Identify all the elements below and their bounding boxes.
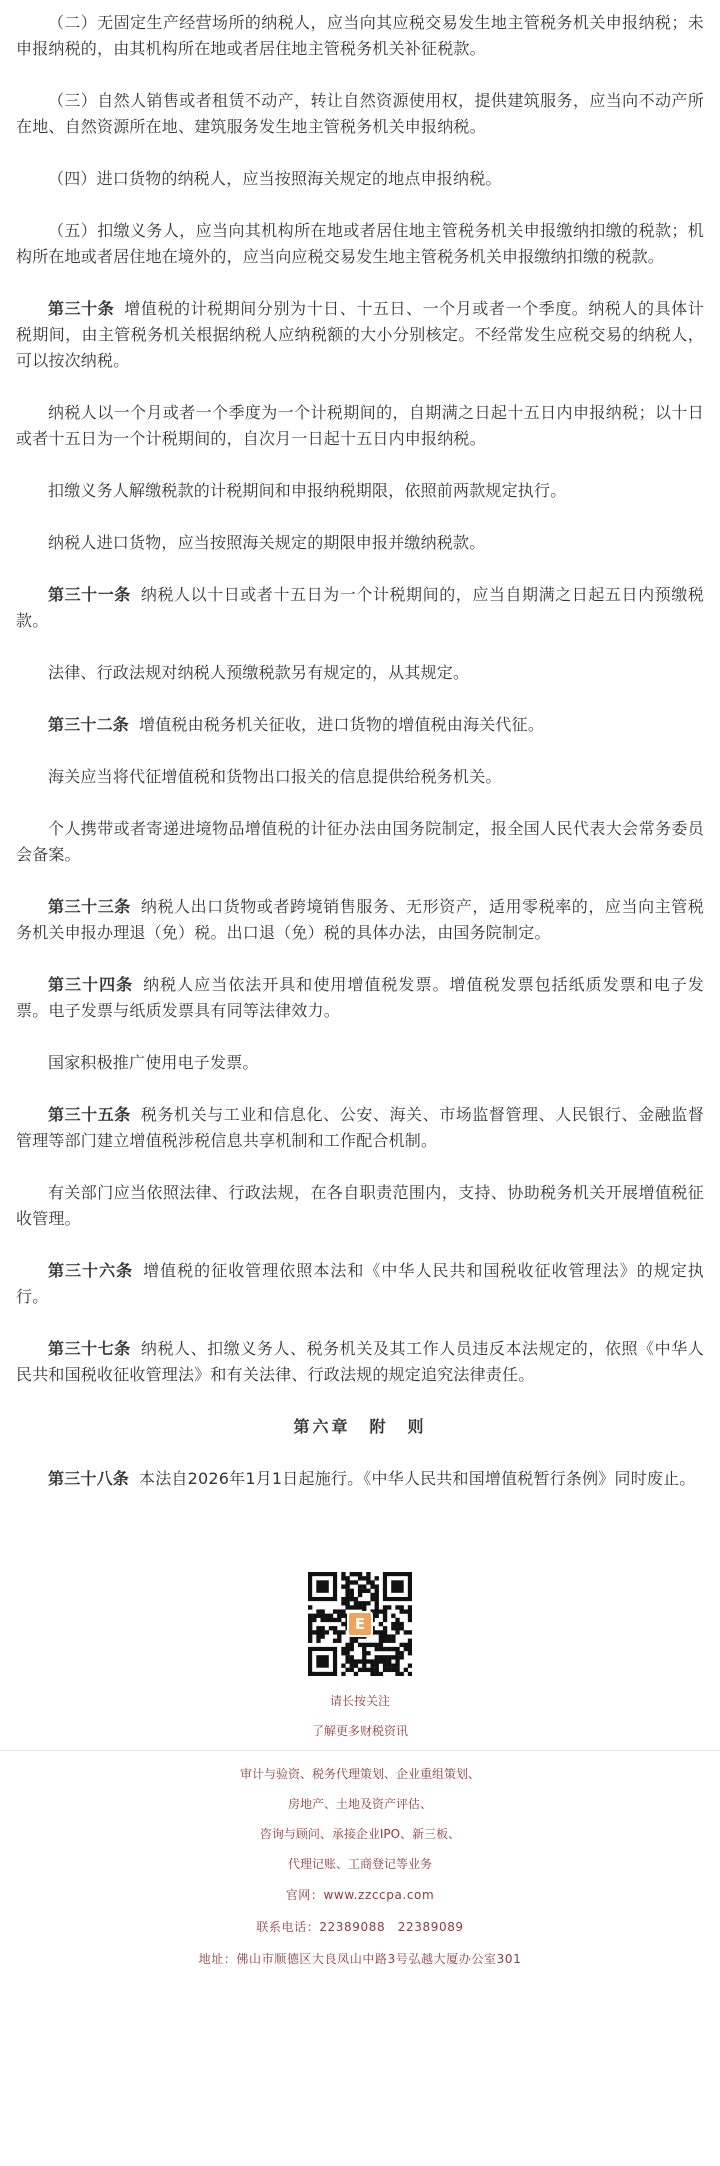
paragraph-3: （四）进口货物的纳税人，应当按照海关规定的地点申报纳税。 bbox=[48, 169, 502, 188]
paragraph-10: 法律、行政法规对纳税人预缴税款另有规定的，从其规定。 bbox=[48, 663, 470, 682]
paragraph-8: 纳税人进口货物，应当按照海关规定的期限申报并缴纳税款。 bbox=[48, 533, 486, 552]
article-number: 第三十八条 bbox=[48, 1469, 130, 1488]
paragraph-13: 个人携带或者寄递进境物品增值税的计征办法由国务院制定，报全国人民代表大会常务委员会备案。 bbox=[16, 819, 704, 864]
address: 地址：佛山市顺德区大良凤山中路3号弘越大厦办公室301 bbox=[198, 1952, 522, 1966]
contact-info bbox=[0, 1879, 720, 1975]
article-30: 第三十条 增值税的计税期间分别为十日、十五日、一个月或者一个季度。纳税人的具体计税期间，由主管税务机关根据纳税人应纳税额的大小分别核定。不经常发生应税交易的纳税人，可以按次纳税。 bbox=[16, 299, 704, 370]
article-number: 第三十条 bbox=[48, 299, 115, 318]
article-31: 第三十一条 纳税人以十日或者十五日为一个计税期间的，应当自期满之日起五日内预缴税款。 bbox=[16, 585, 704, 630]
article-34: 第三十四条 纳税人应当依法开具和使用增值税发票。增值税发票包括纸质发票和电子发票。电子发票与纸质发票具有同等法律效力。 bbox=[16, 975, 704, 1020]
article-number: 第三十六条 bbox=[48, 1261, 134, 1280]
services-line: 房地产、土地及资产评估、 bbox=[287, 1797, 432, 1811]
article-36: 第三十六条 增值税的征收管理依照本法和《中华人民共和国税收征收管理法》的规定执行。 bbox=[16, 1261, 704, 1306]
article-number: 第三十二条 bbox=[48, 715, 130, 734]
article-37: 第三十七条 纳税人、扣缴义务人、税务机关及其工作人员违反本法规定的，依照《中华人民共和国税收征收管理法》和有关法律、行政法规的规定追究法律责任。 bbox=[16, 1339, 704, 1384]
services-list bbox=[0, 1759, 720, 1879]
paragraph-4: （五）扣缴义务人，应当向其机构所在地或者居住地主管税务机关申报缴纳扣缴的税款；机构所在地或者居住地在境外的，应当向应税交易发生地主管税务机关申报缴纳扣缴的税款。 bbox=[16, 221, 704, 266]
paragraph-7: 扣缴义务人解缴税款的计税期间和申报纳税期限，依照前两款规定执行。 bbox=[48, 481, 567, 500]
phone-numbers: 联系电话：22389088 22389089 bbox=[256, 1920, 464, 1934]
follow-subtitle: 了解更多财税资讯 bbox=[311, 1724, 408, 1738]
paragraph-2: （三）自然人销售或者租赁不动产，转让自然资源使用权，提供建筑服务，应当向不动产所在地、自然资源所在地、建筑服务发生地主管税务机关申报纳税。 bbox=[16, 91, 704, 136]
article-38: 第三十八条 本法自2026年1月1日起施行。《中华人民共和国增值税暂行条例》同时废止。 bbox=[48, 1469, 696, 1488]
article-number: 第三十四条 bbox=[48, 975, 134, 994]
article-number: 第三十一条 bbox=[48, 585, 131, 604]
website-link[interactable]: 官网：www.zzccpa.com bbox=[285, 1888, 435, 1902]
article-number: 第三十五条 bbox=[48, 1105, 131, 1124]
chapter-title: 第六章 附 则 bbox=[293, 1417, 427, 1436]
services-line: 代理记账、工商登记等业务 bbox=[287, 1857, 432, 1871]
paragraph-1: （二）无固定生产经营场所的纳税人，应当向其应税交易发生地主管税务机关申报纳税；未申报纳税的，由其机构所在地或者居住地主管税务机关补征税款。 bbox=[16, 13, 704, 58]
qr-code[interactable] bbox=[308, 1572, 412, 1676]
paragraph-18: 有关部门应当依照法律、行政法规，在各自职责范围内，支持、协助税务机关开展增值税征收管理。 bbox=[16, 1183, 704, 1228]
paragraph-16: 国家积极推广使用电子发票。 bbox=[48, 1053, 259, 1072]
article-number: 第三十三条 bbox=[48, 897, 131, 916]
article-32: 第三十二条 增值税由税务机关征收，进口货物的增值税由海关代征。 bbox=[48, 715, 545, 734]
article-33: 第三十三条 纳税人出口货物或者跨境销售服务、无形资产，适用零税率的，应当向主管税务机关申报办理退（免）税。出口退（免）税的具体办法，由国务院制定。 bbox=[16, 897, 704, 942]
qr-logo-icon: E bbox=[347, 1611, 373, 1637]
services-line: 审计与验资、税务代理策划、企业重组策划、 bbox=[239, 1767, 480, 1781]
paragraph-12: 海关应当将代征增值税和货物出口报关的信息提供给税务机关。 bbox=[48, 767, 502, 786]
article-35: 第三十五条 税务机关与工业和信息化、公安、海关、市场监督管理、人民银行、金融监督管理等部门建立增值税涉税信息共享机制和工作配合机制。 bbox=[16, 1105, 704, 1150]
follow-prompt: 请长按关注 bbox=[329, 1694, 390, 1708]
article-number: 第三十七条 bbox=[48, 1339, 131, 1358]
paragraph-6: 纳税人以一个月或者一个季度为一个计税期间的，自期满之日起十五日内申报纳税；以十日或者十五日为一个计税期间的，自次月一日起十五日内申报纳税。 bbox=[16, 403, 704, 448]
services-line: 咨询与顾问、承接企业IPO、新三板、 bbox=[259, 1827, 461, 1841]
footer bbox=[0, 1572, 720, 1975]
footer-divider bbox=[0, 1750, 720, 1751]
